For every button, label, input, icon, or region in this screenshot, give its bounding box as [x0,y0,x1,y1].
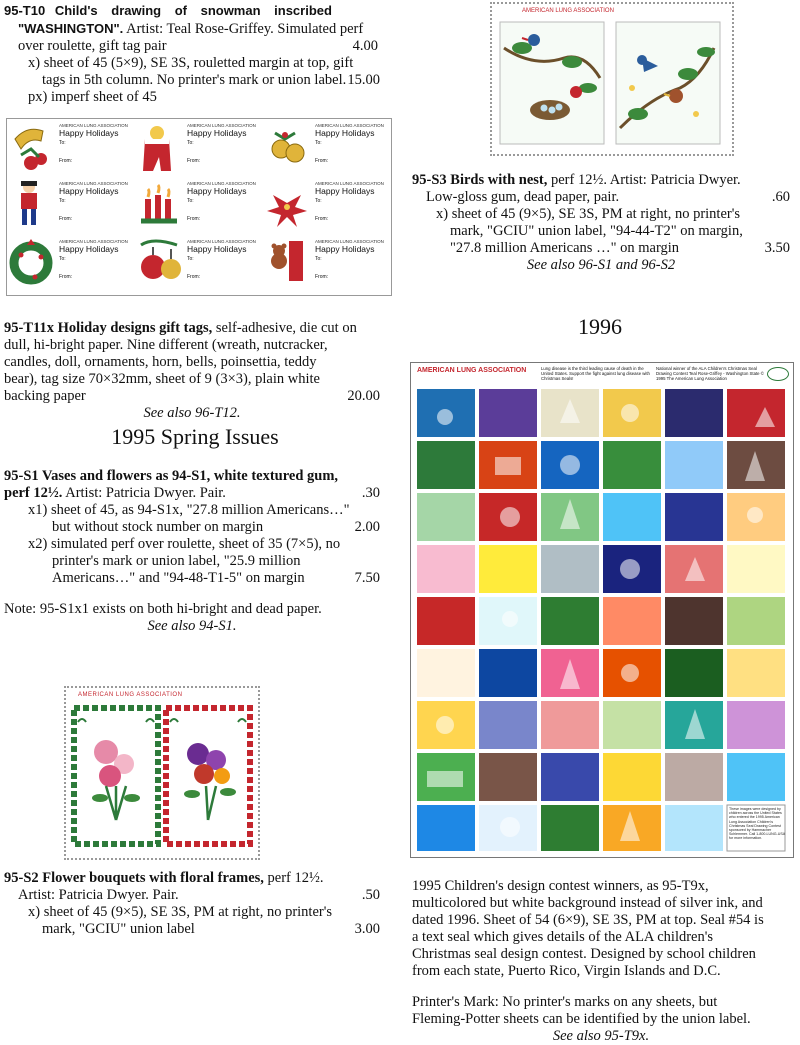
t9x-line1: 1995 Children's design contest winners, as 95-T9x, [412,878,709,894]
gift-tag [59,239,131,280]
tag-header: AMERICAN LUNG ASSOCIATION [315,123,384,128]
gift-tag [187,181,259,222]
t10-x-line1: x) sheet of 45 (5×9), SE 3S, rouletted margin at top, gift [28,55,354,71]
tag-header: AMERICAN LUNG ASSOCIATION [59,239,128,244]
tag-header: AMERICAN LUNG ASSOCIATION [315,181,384,186]
t9x-line2: multicolored but white background instead of silver ink, and [412,895,763,911]
tag-to: To: [59,256,66,262]
tag-greeting: Happy Holidays [59,128,119,138]
tag-to: To: [187,256,194,262]
seal-grid-art [415,387,789,853]
s1-x2-line1: x2) simulated perf over roulette, sheet of 35 (7×5), no [28,536,341,552]
tag-greeting: Happy Holidays [187,186,247,196]
t9x-line5: Christmas seal design contest. Designed by school children [412,946,756,962]
gift-tag [315,239,387,280]
gift-tag [315,123,387,164]
t10-title-2: "WASHINGTON". [18,21,124,36]
t11x-line5: backing paper [4,388,86,404]
s3-perf-artist: perf 12½. Artist: Patricia Dwyer. [550,172,741,188]
sheet-winner-note: National winner of the ALA Children's Christmas Seal Drawing Contest Teal Rose-Griffey - Washington State © 1995 The American Lung Association [656,366,764,381]
t11x-see-also: See also 96-T12. [143,405,241,421]
s1-price: .30 [361,485,380,501]
t10-artist: Artist: Teal Rose-Griffey. Simulated perf [126,21,364,37]
t10-px-line: px) imperf sheet of 45 [28,89,157,105]
gift-tags-sheet-image [6,118,392,296]
t11x-title: 95-T11x Holiday designs gift tags, [4,320,213,336]
s3-x-line1: x) sheet of 45 (9×5), SE 3S, PM at right, no printer's [436,206,740,222]
tag-greeting: Happy Holidays [187,244,247,254]
tag-greeting: Happy Holidays [315,128,375,138]
t10-desc: over roulette, gift tag pair [18,38,167,54]
tag-from: From: [59,216,73,222]
flower-bouquets-art [66,702,258,854]
t10-title: Child's drawing of snowman inscribed [54,3,332,18]
gift-tag [187,239,259,280]
s1-x2-line2: printer's mark or union label, "25.9 million [52,553,301,569]
t10-price: 4.00 [352,38,378,54]
t9x-line3: dated 1996. Sheet of 54 (6×9), SE 3S, PM at top. Seal #54 is [412,912,764,928]
tag-header: AMERICAN LUNG ASSOCIATION [187,181,256,186]
gift-tag [187,123,259,164]
s2-price: .50 [361,887,380,903]
s1-x1-line1: x1) sheet of 45, as 94-S1x, "27.8 million Americans…" [28,502,350,518]
tag-from: From: [59,158,73,164]
s1-x1-price: 2.00 [354,519,380,535]
seal-sheet-1996-image [410,362,794,858]
tag-header: AMERICAN LUNG ASSOCIATION [187,239,256,244]
t9x-printers-mark-2: Fleming-Potter sheets can be identified by the union label. [412,1011,751,1027]
year-1996-heading: 1996 [578,314,622,339]
t9x-see-also: See also 95-T9x. [552,1028,650,1044]
tag-from: From: [187,274,201,280]
tag-from: From: [187,158,201,164]
tag-from: From: [315,158,329,164]
sheet-header: AMERICAN LUNG ASSOCIATION [417,367,527,374]
birds-with-nest-art [492,18,732,150]
s1-artist: Artist: Patricia Dwyer. Pair. [65,485,226,501]
s3-stamp-header: AMERICAN LUNG ASSOCIATION [522,8,614,14]
s1-see-also: See also 94-S1. [147,618,237,634]
gift-tag [59,123,131,164]
tag-to: To: [315,256,322,262]
s1-perf: perf 12½. [4,485,63,501]
entry-95-s2 [4,870,380,938]
s1-title: 95-S1 Vases and flowers as 94-S1, white textured gum, [4,468,339,484]
s2-artist: Artist: Patricia Dwyer. Pair. [18,887,179,903]
t10-code: 95-T10 [4,3,46,18]
s1-x2-line3: Americans…" and "94-48-T1-5" on margin [52,570,305,586]
t11x-line4: bear), tag size 70×32mm, sheet of 9 (3×3), plain white [4,371,320,387]
entry-1996-contest [412,878,790,1045]
entry-95-s1 [4,468,380,635]
s3-stamp-pair-image [490,2,734,156]
tag-greeting: Happy Holidays [59,186,119,196]
entry-95-t11x [4,320,380,422]
tag-header: AMERICAN LUNG ASSOCIATION [59,123,128,128]
s2-perf: perf 12½. [267,870,324,886]
entry-95-t10 [4,2,380,106]
entry-95-s3 [412,172,790,274]
s2-x-price: 3.00 [354,921,380,937]
s3-see-also: See also 96-S1 and 96-S2 [526,257,676,273]
s2-x-line2: mark, "GCIU" union label [42,921,195,937]
sheet-blurb: Lung disease is the third leading cause of death in the United States. Support the fight against lung disease with Christmas Seals! [541,366,650,381]
tag-greeting: Happy Holidays [187,128,247,138]
s1-x2-price: 7.50 [354,570,380,586]
t11x-price: 20.00 [347,388,380,404]
s3-title: 95-S3 Birds with nest, [412,172,548,188]
t10-x-line2: tags in 5th column. No printer's mark or union label. [42,72,347,88]
text-seal-54: These images were designed by children across the United States who entered the 1995 American Lung Association Children's Christmas Seal Drawing Contest sponsored by Hammacher Schlemmer. Call 1-800-LUNG-USA for more information. [729,807,785,841]
spring-issues-heading: 1995 Spring Issues [111,424,279,449]
tag-from: From: [187,216,201,222]
tag-header: AMERICAN LUNG ASSOCIATION [59,181,128,186]
tag-to: To: [315,198,322,204]
s3-x-line2: mark, "GCIU" union label, "94-44-T2" on margin, [450,223,743,239]
tag-from: From: [315,274,329,280]
tag-to: To: [59,140,66,146]
tag-greeting: Happy Holidays [315,186,375,196]
s3-price: .60 [771,189,790,205]
t9x-line6: from each state, Puerto Rico, Virgin Islands and D.C. [412,963,721,979]
s3-x-price: 3.50 [764,240,790,256]
gift-tag [59,181,131,222]
tag-header: AMERICAN LUNG ASSOCIATION [187,123,256,128]
tag-header: AMERICAN LUNG ASSOCIATION [315,239,384,244]
t11x-line3: candles, doll, ornaments, horn, bells, poinsettia, teddy [4,354,317,370]
s3-desc: Low-gloss gum, dead paper, pair. [426,189,620,205]
t11x-line2: dull, hi-bright paper. Nine different (wreath, nutcracker, [4,337,328,353]
gift-tag-grid [7,119,391,295]
tag-to: To: [187,198,194,204]
s2-stamp-pair-image [64,686,260,860]
tag-greeting: Happy Holidays [59,244,119,254]
union-label-icon [767,367,789,381]
tag-from: From: [59,274,73,280]
t9x-printers-mark-1: Printer's Mark: No printer's marks on any sheets, but [412,994,718,1010]
tag-from: From: [315,216,329,222]
tag-to: To: [59,198,66,204]
tag-greeting: Happy Holidays [315,244,375,254]
s1-x1-line2: but without stock number on margin [52,519,264,535]
gift-tag [315,181,387,222]
t9x-line4: a text seal which gives details of the ALA children's [412,929,713,945]
t10-x-price: 15.00 [347,72,380,88]
t11x-line1: self-adhesive, die cut on [215,320,357,336]
s2-x-line1: x) sheet of 45 (9×5), SE 3S, PM at right, no printer's [28,904,332,920]
tag-to: To: [187,140,194,146]
s3-x-line3: "27.8 million Americans …" on margin [450,240,680,256]
tag-to: To: [315,140,322,146]
s2-title: 95-S2 Flower bouquets with floral frames, [4,870,264,886]
s2-stamp-header: AMERICAN LUNG ASSOCIATION [78,692,183,698]
s1-note: Note: 95-S1x1 exists on both hi-bright and dead paper. [4,601,322,617]
